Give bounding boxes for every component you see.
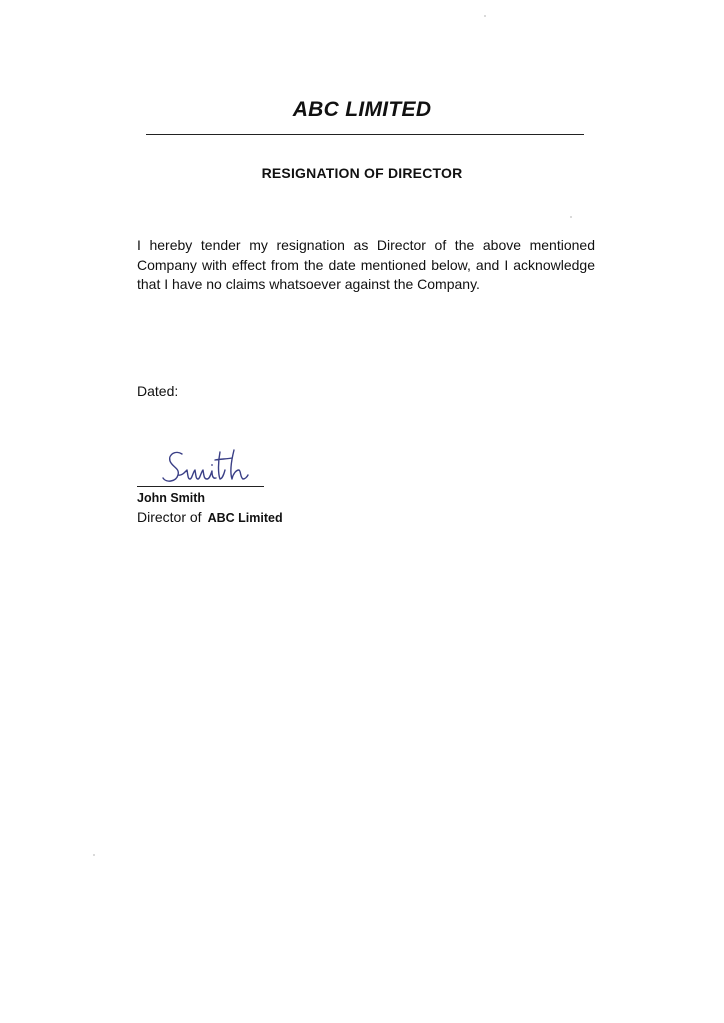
resignation-paragraph: I hereby tender my resignation as Director of the above mentioned Company with effect from the date mentioned below, and I acknowledge that I have no claims whatsoever against the Company. bbox=[137, 237, 595, 292]
signer-company: ABC Limited bbox=[207, 511, 283, 525]
handwritten-signature bbox=[160, 446, 250, 488]
document-heading: RESIGNATION OF DIRECTOR bbox=[261, 165, 463, 181]
scan-speck bbox=[93, 854, 95, 856]
scan-speck bbox=[570, 216, 572, 218]
signer-role bbox=[137, 509, 283, 525]
company-title: ABC LIMITED bbox=[292, 98, 432, 121]
title-rule bbox=[146, 134, 584, 135]
signer-name: John Smith bbox=[137, 491, 206, 505]
signature-line bbox=[137, 486, 264, 487]
signer-role-prefix: Director of bbox=[137, 509, 202, 525]
dated-label: Dated: bbox=[137, 383, 179, 399]
scan-speck bbox=[484, 15, 486, 17]
